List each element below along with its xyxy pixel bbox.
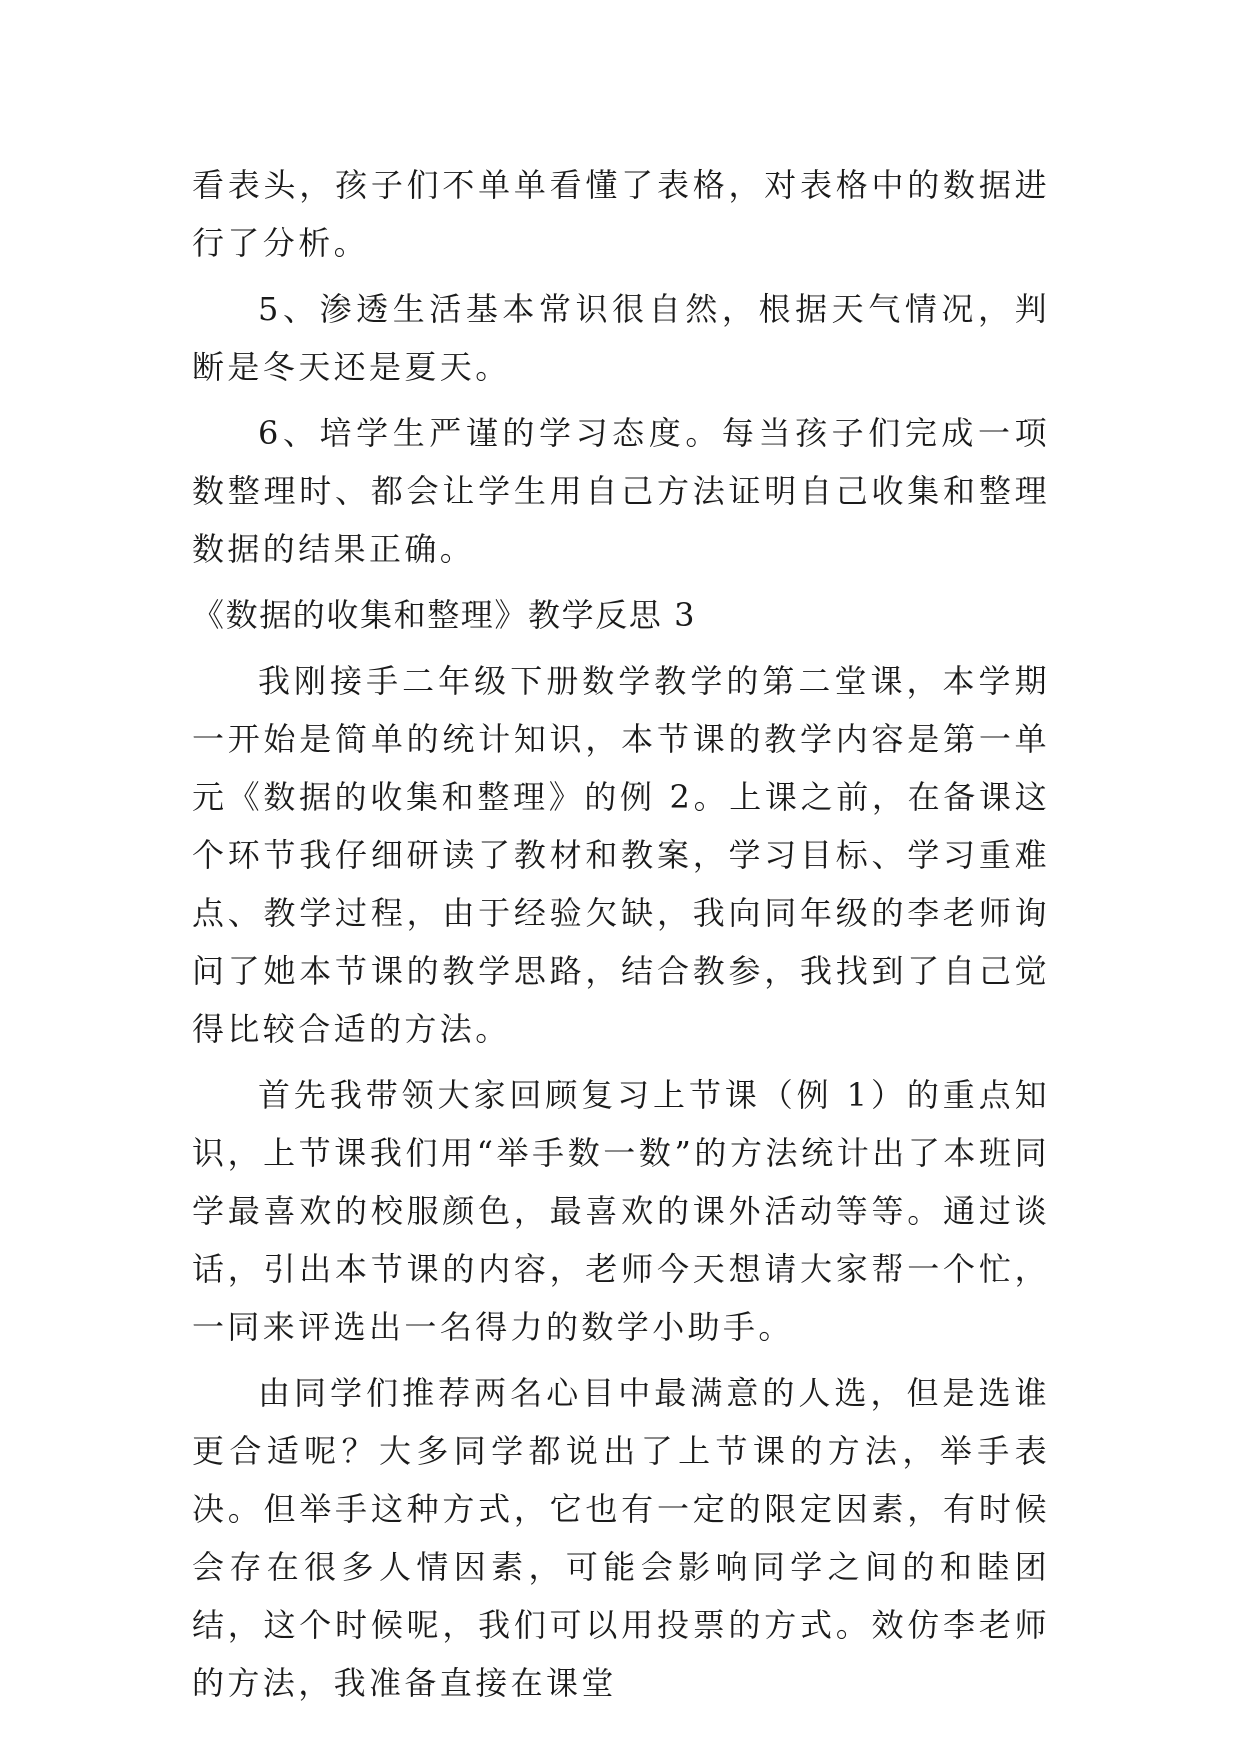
document-body bbox=[192, 156, 1050, 1712]
paragraph-review: 首先我带领大家回顾复习上节课（例 1）的重点知识，上节课我们用“举手数一数”的方法统计出了本班同学最喜欢的校服颜色，最喜欢的课外活动等等。通过谈话，引出本节课的内容，老师今天想请大家帮一个忙，一同来评选出一名得力的数学小助手。 bbox=[192, 1076, 1050, 1346]
paragraph-table-analysis: 看表头，孩子们不单单看懂了表格，对表格中的数据进行了分析。 bbox=[192, 166, 1050, 262]
paragraph-point-5: 5、渗透生活基本常识很自然，根据天气情况，判断是冬天还是夏天。 bbox=[192, 290, 1050, 386]
paragraph-lesson-preparation: 我刚接手二年级下册数学教学的第二堂课，本学期一开始是简单的统计知识，本节课的教学内容是第一单元《数据的收集和整理》的例 2。上课之前，在备课这个环节我仔细研读了教材和教案，学习目标、学习重难点、教学过程，由于经验欠缺，我向同年级的李老师询问了她本节课的教学思路，结合教参，我找到了自己觉得比较合适的方法。 bbox=[192, 662, 1050, 1048]
paragraph-voting: 由同学们推荐两名心目中最满意的人选，但是选谁更合适呢？大多同学都说出了上节课的方法，举手表决。但举手这种方式，它也有一定的限定因素，有时候会存在很多人情因素，可能会影响同学之间的和睦团结，这个时候呢，我们可以用投票的方式。效仿李老师的方法，我准备直接在课堂 bbox=[192, 1374, 1050, 1702]
section-heading: 《数据的收集和整理》教学反思 3 bbox=[192, 596, 697, 634]
paragraph-point-6: 6、培学生严谨的学习态度。每当孩子们完成一项数整理时、都会让学生用自己方法证明自己收集和整理数据的结果正确。 bbox=[192, 414, 1050, 568]
